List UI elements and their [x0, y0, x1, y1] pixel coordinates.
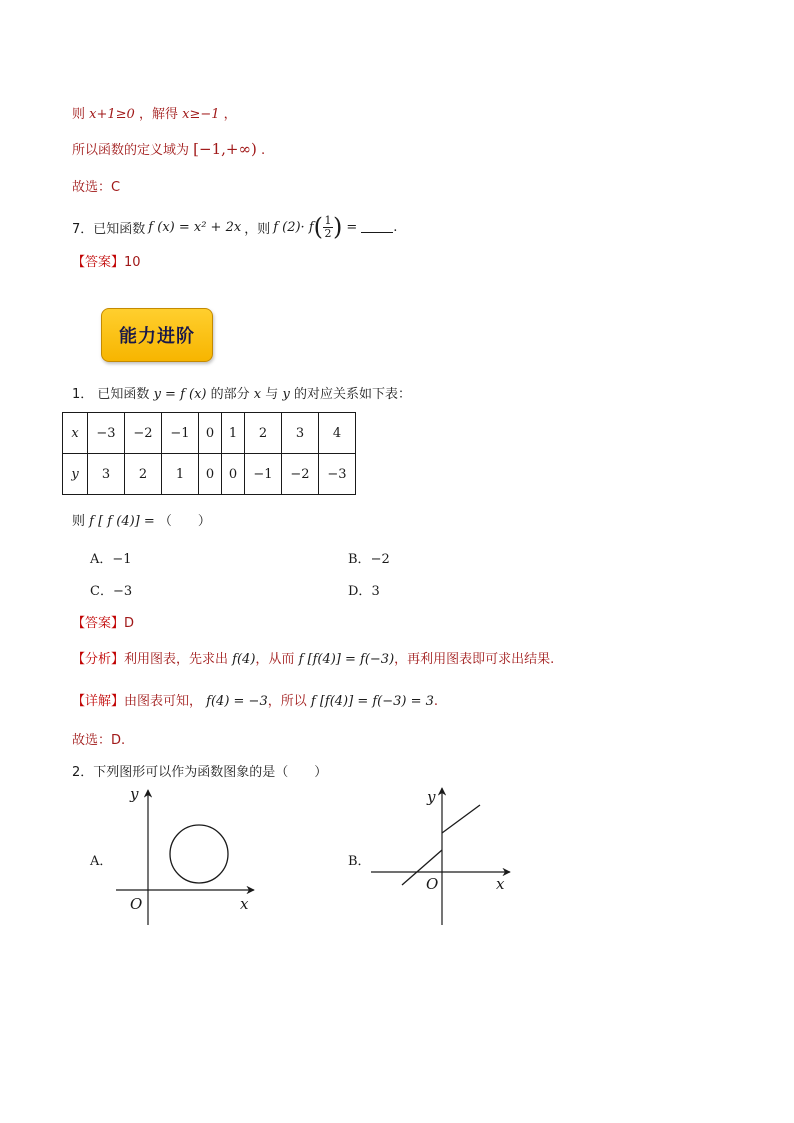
table-row-x: [63, 413, 356, 454]
prev-line2-interval: [−1,+∞): [193, 140, 257, 158]
q7-expression: f (2)· f: [273, 219, 314, 235]
option-value: −3: [112, 584, 133, 599]
q1-detail: [72, 690, 438, 709]
q1-text-b: 的部分: [210, 387, 250, 402]
prev-line1-end: ，: [223, 107, 237, 122]
q1-analysis-expr2: f [f(4)] = f(−3): [298, 652, 395, 667]
q2-number: 2．: [72, 765, 94, 780]
q1-option-c[interactable]: [90, 580, 132, 599]
q7-number: 7．: [72, 221, 94, 237]
graph-a: [110, 785, 270, 935]
option-value: 3: [371, 584, 380, 599]
q7-text-b: ，则: [244, 221, 271, 237]
prev-line1-condition: x+1≥0: [89, 107, 135, 122]
q1-text-c: 与: [265, 387, 279, 402]
option-value: −2: [370, 552, 390, 567]
q1-ask-prefix: 则: [72, 514, 86, 529]
q1-analysis-c: ，再利用图表即可求出结果.: [394, 652, 555, 667]
q1-answer-value: D: [124, 616, 135, 631]
graph-b: [365, 785, 520, 935]
q1-analysis-expr1: f(4): [232, 652, 256, 667]
graph-a-x-label: x: [240, 895, 249, 913]
graph-b-upper-segment: [442, 805, 480, 833]
option-label: A．: [90, 552, 113, 567]
q7-tail: .: [393, 219, 398, 235]
q1-ask: [72, 510, 211, 529]
q1-function: y = f (x): [153, 387, 207, 402]
q1-answer: [72, 612, 134, 631]
q1-analysis-tag: 【分析】: [72, 652, 125, 667]
graph-a-origin-label: O: [130, 895, 143, 913]
prev-choice-label: 故选：: [72, 180, 112, 195]
q2-text: 下列图形可以作为函数图象的是（ ）: [93, 765, 328, 780]
q7-fraction: [323, 215, 333, 240]
prev-choice: [72, 176, 120, 195]
q7-fraction-numerator: 1: [324, 213, 332, 227]
prev-line1-result: x≥−1: [182, 107, 220, 122]
table-cell: −1: [162, 413, 199, 454]
table-cell: 2: [125, 454, 162, 495]
q1-choice: [72, 729, 125, 748]
graph-b-origin-label: O: [426, 875, 439, 893]
q1-analysis-a: 利用图表，先求出: [124, 652, 229, 667]
graph-a-circle: [170, 825, 228, 883]
table-cell-x-label: x: [63, 413, 88, 454]
table-row-y: [63, 454, 356, 495]
q1-choice-label: 故选：: [72, 733, 112, 748]
q1-option-b[interactable]: [348, 548, 390, 567]
q1-option-d[interactable]: [348, 580, 380, 599]
question-1: [72, 383, 411, 402]
graph-b-y-label: y: [427, 788, 436, 806]
table-cell: −3: [319, 454, 356, 495]
q7-answer-blank: [361, 222, 393, 233]
q1-option-a[interactable]: [90, 548, 132, 567]
q7-close-paren: ): [333, 213, 343, 241]
prev-line2-prefix: 所以函数的定义域为: [72, 143, 190, 158]
graph-b-x-label: x: [496, 875, 505, 893]
table-cell-y-label: y: [63, 454, 88, 495]
q1-text-a: 已知函数: [97, 387, 150, 402]
prev-line1-prefix: 则: [72, 107, 86, 122]
option-label: B．: [348, 552, 371, 567]
q7-open-paren: (: [313, 213, 324, 241]
q1-choice-value: D.: [111, 733, 126, 748]
graph-a-y-label: y: [130, 785, 139, 803]
q7-text-a: 已知函数: [93, 221, 146, 237]
q1-detail-c: .: [433, 694, 439, 709]
table-cell: −2: [282, 454, 319, 495]
q7-equals: =: [346, 219, 358, 235]
q7-answer-value: 10: [124, 255, 141, 270]
option-label: C．: [90, 584, 113, 599]
q1-detail-expr2: f [f(4)] = f(−3) = 3: [310, 694, 434, 709]
question-2: [72, 761, 327, 780]
section-badge: [101, 308, 213, 362]
graph-b-label[interactable]: B．: [348, 854, 371, 869]
table-cell: −1: [245, 454, 282, 495]
prev-line1-mid: ，解得: [138, 107, 178, 122]
table-cell: 1: [222, 413, 245, 454]
q1-ask-expression: f [ f (4)] =: [89, 514, 155, 529]
q1-detail-b: ，所以: [267, 694, 307, 709]
xy-table: [62, 412, 356, 495]
table-cell: −3: [88, 413, 125, 454]
q1-detail-tag: 【详解】: [72, 694, 125, 709]
table-cell: 3: [282, 413, 319, 454]
table-cell: 4: [319, 413, 356, 454]
prev-answer-line-2: [72, 139, 265, 158]
q1-analysis: [72, 648, 554, 667]
q7-answer: [72, 251, 141, 270]
prev-answer-line-1: [72, 103, 237, 122]
q1-ask-paren: （ ）: [158, 514, 211, 529]
q1-text-d: 的对应关系如下表：: [293, 387, 411, 402]
option-label: D．: [348, 584, 372, 599]
option-value: −1: [112, 552, 132, 567]
table-cell: −2: [125, 413, 162, 454]
q7-answer-tag: 【答案】: [72, 255, 125, 270]
graph-a-label[interactable]: A．: [90, 854, 113, 869]
table-cell: 1: [162, 454, 199, 495]
q7-function: f (x) = x² + 2x: [148, 219, 242, 235]
q1-analysis-b: ，从而: [255, 652, 295, 667]
table-cell: 3: [88, 454, 125, 495]
q1-answer-tag: 【答案】: [72, 616, 125, 631]
q7-fraction-denominator: 2: [324, 226, 332, 240]
table-cell: 0: [222, 454, 245, 495]
question-7: [72, 210, 397, 244]
prev-line2-end: .: [260, 143, 266, 158]
section-badge-label: 能力进阶: [119, 326, 195, 347]
table-cell: 2: [245, 413, 282, 454]
q1-detail-expr1: f(4) = −3: [206, 694, 268, 709]
q1-detail-a: 由图表可知，: [124, 694, 203, 709]
prev-choice-value: C: [111, 180, 121, 195]
table-cell: 0: [199, 413, 222, 454]
q1-number: 1．: [72, 387, 94, 402]
q1-var-x: x: [253, 387, 262, 402]
table-cell: 0: [199, 454, 222, 495]
q1-var-y: y: [282, 387, 290, 402]
